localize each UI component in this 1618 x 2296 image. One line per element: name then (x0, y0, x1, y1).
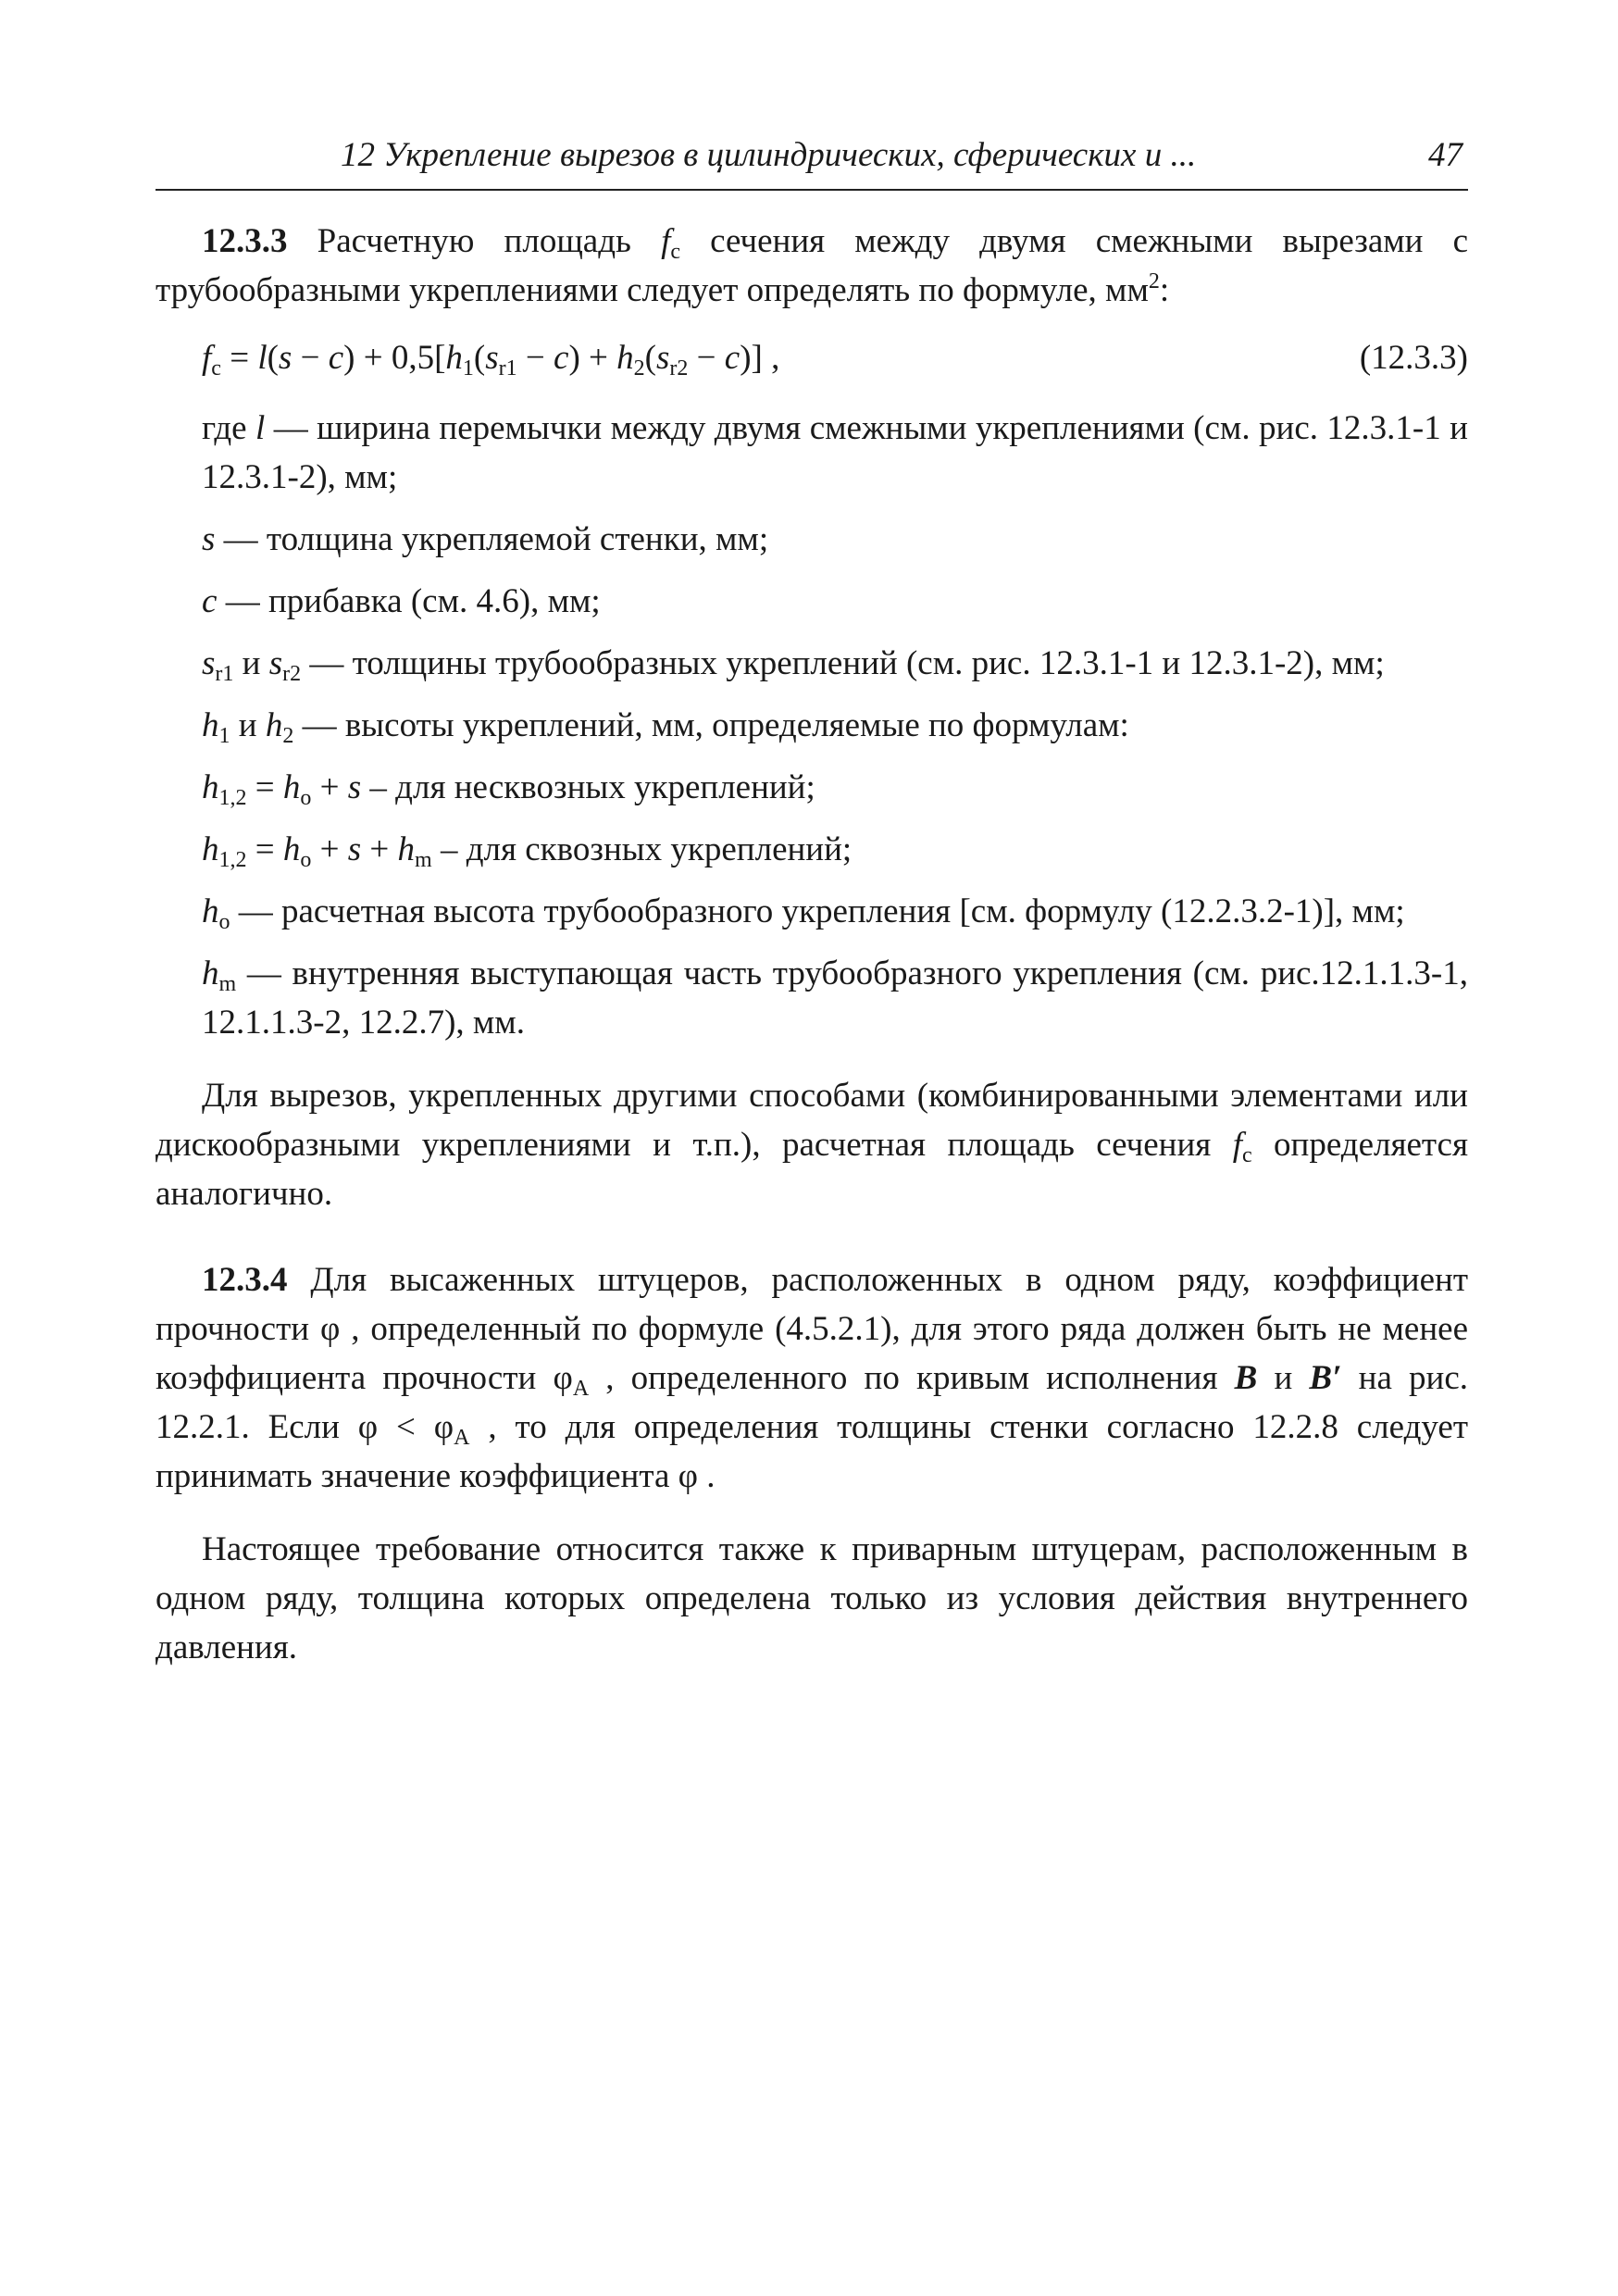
sym: ) + (568, 339, 617, 377)
sub: 2 (633, 356, 645, 381)
clause-number: 12.3.3 (202, 222, 288, 260)
curve-b-prime: B′ (1309, 1359, 1342, 1397)
var-s: s (278, 339, 292, 377)
var-s: s (347, 830, 362, 868)
text: : (1159, 271, 1170, 309)
sub: 1,2 (218, 786, 247, 810)
text: – для несквозных укреплений; (361, 768, 815, 806)
text: и (233, 644, 269, 682)
formula-h12-through (156, 825, 1468, 874)
text: — высоты укреплений, мм, определяемые по формулам: (293, 706, 1129, 744)
sub: r1 (215, 662, 234, 686)
var-h: h (397, 830, 416, 868)
text: — прибавка (см. 4.6), мм; (217, 582, 601, 620)
text: — ширина перемычки между двумя смежными укреплениями (см. рис. 12.3.1-1 и 12.3.1-2), мм; (202, 409, 1468, 496)
sym: )] , (740, 339, 780, 377)
sub: m (218, 972, 237, 996)
definition-s (156, 515, 1468, 564)
text: Для высаженных штуцеров, расположенных в одном ряду, коэффициент прочности φ , определенный по формуле (4.5.2.1), для этого ряда должен быть не менее коэффициента прочности φ (156, 1261, 1468, 1397)
var-c: c (724, 339, 741, 377)
sub: 1 (462, 356, 474, 381)
paragraph-12-3-3 (156, 217, 1468, 315)
sub: A (454, 1426, 470, 1450)
var-h: h (202, 830, 219, 868)
sym: + (311, 768, 348, 806)
formula-expression (202, 333, 779, 382)
text: — расчетная высота трубообразного укрепления [см. формулу (12.2.3.2-1)], мм; (230, 892, 1405, 930)
var-h: h (282, 830, 301, 868)
sym: ( (473, 339, 486, 377)
var-h: h (202, 892, 219, 930)
sym: ( (267, 339, 279, 377)
text: на рис. 12.2.1. Если φ < φ (156, 1359, 1468, 1446)
sub: m (415, 848, 432, 872)
var-f: f (202, 339, 212, 377)
sub: r2 (282, 662, 302, 686)
paragraph-12-3-4 (156, 1255, 1468, 1501)
var-s: s (347, 768, 362, 806)
text: , определенного по кривым исполнения (589, 1359, 1235, 1397)
definition-l (156, 404, 1468, 502)
formula-number: (12.3.3) (1359, 339, 1468, 377)
clause-number: 12.3.4 (202, 1261, 288, 1299)
text: , то для определения толщины стенки согласно 12.2.8 следует принимать значение коэффициента φ . (156, 1408, 1468, 1495)
text: – для сквозных укреплений; (431, 830, 853, 868)
var-f: f (661, 222, 671, 260)
var-h: h (202, 955, 219, 992)
var-l: l (255, 409, 266, 447)
text: — толщина укрепляемой стенки, мм; (215, 520, 769, 558)
running-header (156, 130, 1468, 191)
sym: − (688, 339, 725, 377)
curve-b: B (1234, 1359, 1258, 1397)
sup-2: 2 (1148, 269, 1160, 293)
var-s: s (202, 520, 216, 558)
sub: 1 (218, 724, 230, 748)
var-s: s (485, 339, 499, 377)
var-f: f (1232, 1126, 1242, 1164)
definition-ho (156, 887, 1468, 936)
paragraph-closing: Настоящее требование относится также к приварным штуцерам, расположенным в одном ряду, толщина которых определена только из условия действия внутреннего давления. (156, 1530, 1468, 1666)
page-body (156, 217, 1468, 1672)
var-s: s (268, 644, 283, 682)
sub: o (300, 848, 312, 872)
text: Расчетную площадь (287, 222, 662, 260)
definition-hm (156, 949, 1468, 1047)
text: Для вырезов, укрепленных другими способами (комбинированными элементами или дискообразными укреплениями и т.п.), расчетная площадь сечения (156, 1077, 1468, 1164)
formula-h12-blind (156, 763, 1468, 812)
definition-sr (156, 639, 1468, 688)
var-h: h (202, 706, 219, 744)
text: где (202, 409, 256, 447)
text: — толщины трубообразных укреплений (см. рис. 12.3.1-1 и 12.3.1-2), мм; (301, 644, 1385, 682)
sym: = (220, 339, 258, 377)
sym: + (311, 830, 348, 868)
var-h: h (202, 768, 219, 806)
sym: + (361, 830, 398, 868)
sym: ) + 0,5[ (343, 339, 446, 377)
text: и (1257, 1359, 1310, 1397)
var-h: h (445, 339, 463, 377)
text: и (230, 706, 266, 744)
sub: o (300, 786, 312, 810)
var-c: c (202, 582, 218, 620)
sym: − (517, 339, 554, 377)
sub: r2 (669, 356, 689, 381)
page (156, 130, 1468, 1672)
sym: = (246, 768, 283, 806)
sub: A (572, 1377, 590, 1401)
text: — внутренняя выступающая часть трубообразного укрепления (см. рис.12.1.1.3-1, 12.1.1.3-2, 12.2.7), мм. (202, 955, 1468, 1042)
var-c: c (328, 339, 344, 377)
var-h: h (616, 339, 634, 377)
var-c: c (554, 339, 569, 377)
var-s: s (655, 339, 670, 377)
sub: 2 (282, 724, 294, 748)
sub-c: c (1241, 1143, 1252, 1167)
formula-12-3-3 (156, 330, 1468, 391)
running-title: 12 Укрепление вырезов в цилиндрических, сферических и ... (341, 136, 1197, 174)
sym: = (246, 830, 283, 868)
var-h: h (265, 706, 283, 744)
sym: ( (644, 339, 656, 377)
definition-h (156, 701, 1468, 750)
var-h: h (282, 768, 301, 806)
definition-c (156, 577, 1468, 626)
sym: − (292, 339, 329, 377)
sub-c: c (211, 356, 221, 381)
sub: 1,2 (218, 848, 247, 872)
var-s: s (202, 644, 216, 682)
paragraph-other-methods (156, 1071, 1468, 1218)
text: определяется аналогично. (156, 1126, 1468, 1213)
sub: o (218, 910, 230, 934)
var-l: l (257, 339, 268, 377)
sub-c: c (670, 240, 680, 264)
text: сечения между двумя смежными вырезами с трубообразными укреплениями следует определять по формуле, мм (156, 222, 1469, 309)
sub: r1 (498, 356, 517, 381)
page-number: 47 (1428, 136, 1462, 174)
